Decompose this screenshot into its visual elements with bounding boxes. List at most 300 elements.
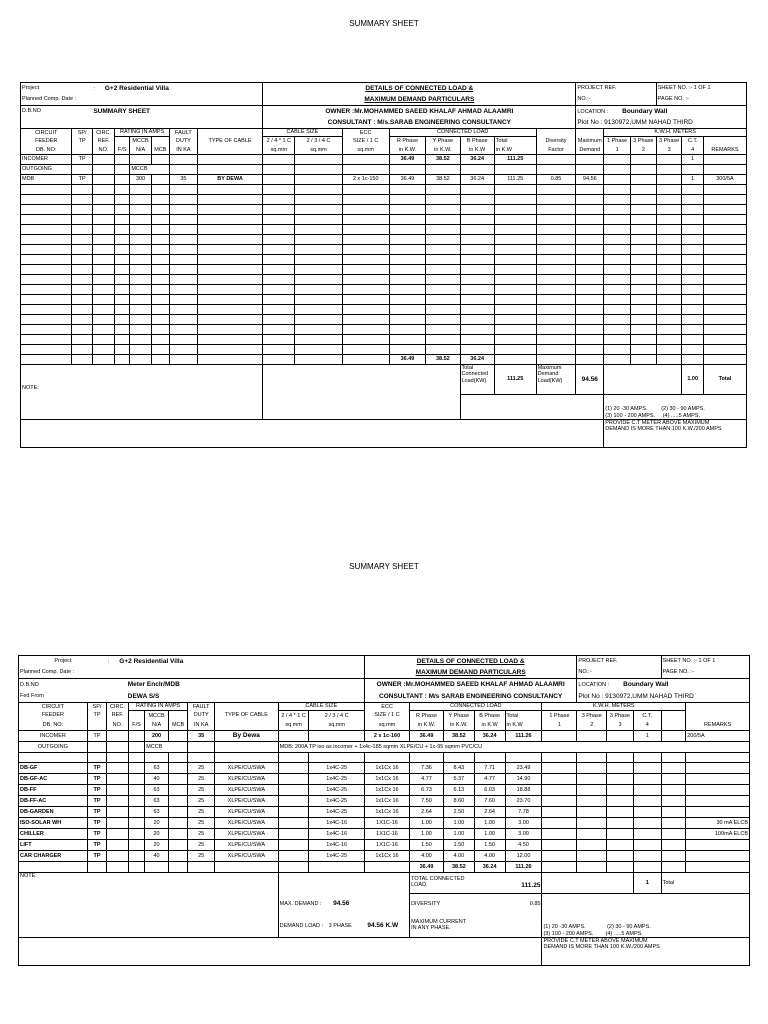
hdr-type-blank2 (197, 146, 262, 155)
cell-y: 1.00 (443, 829, 474, 840)
hdr-size1c: SIZE / 1 C (342, 137, 389, 146)
hdr-fs-blank (115, 137, 130, 146)
outgoing-row (21, 165, 747, 175)
incomer-r: 36.49 (389, 155, 425, 165)
cell-ecc: 1x1Cx 16 (364, 785, 409, 796)
project-ref-label: PROJECT REF. (577, 656, 661, 667)
hdr-bphase: B Phase (460, 137, 494, 146)
incomer-label: INCOMER (19, 731, 88, 742)
hdr-yphase: Y Phase (426, 137, 460, 146)
max-current: MAXIMUM CURRENT IN ANY PHASE. (410, 914, 542, 938)
hdr-circuit: CIRCUIT (19, 703, 88, 711)
fed-from-value: DEWA S/S (107, 691, 365, 703)
blank-row (21, 265, 747, 275)
sum-r: 36.49 (389, 355, 425, 365)
hdr-inkw-total: in K.W (494, 146, 536, 155)
blank-row (21, 185, 747, 195)
hdr-type-cable: TYPE OF CABLE (197, 137, 262, 146)
incomer-tp: TP (72, 155, 92, 165)
location: LOCATION : Boundary Wall (577, 679, 750, 691)
sheet1-table (20, 82, 747, 448)
cell-total: 3.00 (505, 818, 542, 829)
hdr-mcb: MCB (168, 721, 188, 731)
hdr-sp: SP/ (72, 129, 92, 137)
sheet2-table (18, 655, 750, 966)
sheet-no: SHEET NO. :- 1 OF 1 (661, 656, 749, 667)
cell-fault: 25 (188, 851, 215, 862)
ct-total: 1 (633, 873, 661, 894)
cell-fault: 25 (188, 807, 215, 818)
mdb-name: MDB (21, 175, 72, 185)
hdr-inkw-r: in K.W. (389, 146, 425, 155)
hdr-c24: 2 / 4 * 1 C (263, 137, 295, 146)
demand-load: DEMAND LOAD : 3 PHASE 94.56 K.W (278, 914, 409, 938)
cell-name: DB-FF-AC (19, 796, 88, 807)
hdr-sqmm-3: sq.mm (364, 721, 409, 731)
hdr-maximum: Maximum (576, 137, 604, 146)
note-blank (19, 894, 279, 914)
db-label: D.B.NO (21, 106, 93, 117)
blank-row (21, 345, 747, 355)
note-blank-2 (19, 914, 279, 938)
cell-cable: 1x4C-25 (309, 774, 364, 785)
hdr-factor: Factor (536, 146, 576, 155)
cell-b: 1.50 (474, 840, 505, 851)
hdr-div-blank (536, 129, 576, 137)
cell-b: 7.60 (474, 796, 505, 807)
hdr-ct: C.T. (682, 137, 703, 146)
hdr-type-blank2 (215, 721, 279, 731)
outgoing-row (19, 742, 750, 753)
plot-no: Plot No : 9130972,UMM NAHAD THIRD (577, 691, 750, 703)
hdr-cable-size: CABLE SIZE (278, 703, 364, 711)
table-row (19, 807, 750, 818)
sum-y: 38.52 (443, 862, 474, 873)
hdr-p3b: 3 Phase (607, 711, 634, 721)
hdr-c24: 2 / 4 * 1 C (278, 711, 309, 721)
cell-total: 3.00 (505, 829, 542, 840)
cell-type: XLPE/CU/SWA (215, 851, 279, 862)
mdb-fault: 35 (169, 175, 197, 185)
incomer-total: 111.25 (494, 155, 536, 165)
cell-r: 1.00 (410, 818, 444, 829)
hdr-no: NO. (92, 146, 115, 155)
note: NOTE: (21, 365, 263, 420)
cell-remarks (686, 763, 750, 774)
hdr-c234: 2 / 3 / 4 C (295, 137, 342, 146)
hdr-sqmm-2: sq.mm (295, 146, 342, 155)
incomer-row (19, 731, 750, 742)
blank-cell (21, 117, 263, 129)
max-demand: MAX. DEMAND : 94.56 (278, 894, 409, 914)
cell-name: DB-GF (19, 763, 88, 774)
mdb-ct: 1 (682, 175, 703, 185)
hdr-remarks: REMARKS (703, 146, 746, 155)
cell-remarks: 100mA ELCB (686, 829, 750, 840)
hdr-total: Total (494, 137, 536, 146)
sum-total: 111.26 (505, 862, 542, 873)
cell-total: 4.50 (505, 840, 542, 851)
cell-name: LIFT (19, 840, 88, 851)
cell-total: 23.49 (505, 763, 542, 774)
max-demand-value: 94.56 (576, 365, 604, 395)
cell-b: 1.00 (474, 818, 505, 829)
no-label: NO.:- (576, 94, 656, 106)
cell-total: 7.78 (505, 807, 542, 818)
blank-row (21, 335, 747, 345)
incomer-row (21, 155, 747, 165)
incomer-r: 36.49 (410, 731, 444, 742)
hdr-blank-x (661, 711, 686, 721)
hdr-dbno: DB. NO: (21, 146, 72, 155)
hdr-no: NO. (107, 721, 129, 731)
kwh-blank (604, 365, 682, 395)
plot-no: Plot No : 9130972,UMM NAHAD THIRD (576, 117, 747, 129)
no-label: NO.:- (577, 667, 661, 679)
details-title: DETAILS OF CONNECTED LOAD & (263, 83, 576, 94)
total-connected-value: 111.25 (494, 365, 536, 395)
hdr-type-cable: TYPE OF CABLE (215, 711, 279, 721)
cell-cable: 1x4C-16 (309, 818, 364, 829)
hdr-inkw-total: in K.W (505, 721, 542, 731)
cell-total: 23.70 (505, 796, 542, 807)
page-no: PAGE NO. :- (656, 94, 746, 106)
page-no: PAGE NO. :- (661, 667, 749, 679)
hdr-connected: CONNECTED LOAD (389, 129, 536, 137)
cell-y: 1.00 (443, 818, 474, 829)
db-label: D.B.NO (19, 679, 107, 691)
cell-tp: TP (87, 763, 107, 774)
hdr-mccb: MCCB (145, 711, 169, 721)
project-ref-label: PROJECT REF. (576, 83, 656, 94)
mdb-mccb: 300 (130, 175, 151, 185)
hdr-feeder: FEEDER (19, 711, 88, 721)
hdr-inka: IN KA (169, 146, 197, 155)
incomer-ecc: 2 x 1c-160 (364, 731, 409, 742)
hdr-mcb: MCB (151, 146, 169, 155)
hdr-diversity: Diversity (536, 137, 576, 146)
mdb-tp: TP (72, 175, 92, 185)
hdr-kwh: K.W.H. METERS (604, 129, 747, 137)
cell-tp: TP (87, 818, 107, 829)
hdr-total: Total (505, 711, 542, 721)
cell-cable: 1x4C-25 (309, 807, 364, 818)
cell-tp: TP (87, 840, 107, 851)
cell-ecc: 1x1Cx 16 (364, 763, 409, 774)
blank-row (21, 225, 747, 235)
cell-tp: TP (87, 785, 107, 796)
project-label: Project (19, 656, 107, 667)
cell-fault: 25 (188, 818, 215, 829)
hdr-n1: 1 (604, 146, 631, 155)
cell-y: 8.43 (443, 763, 474, 774)
hdr-fs: F/S (115, 146, 130, 155)
project-name: : G+2 Residential Villa (107, 656, 365, 667)
table-row (19, 774, 750, 785)
cell-cable: 1x4C-25 (309, 851, 364, 862)
incomer-ct: 1 (682, 155, 703, 165)
blank-row (21, 285, 747, 295)
cell-ecc: 1x1Cx 16 (364, 851, 409, 862)
hdr-na: N/A (145, 721, 169, 731)
hdr-c234: 2 / 3 / 4 C (309, 711, 364, 721)
cell-remarks (686, 796, 750, 807)
hdr-mccb: MCCB (130, 137, 151, 146)
cell-ecc: 1X1C-16 (364, 829, 409, 840)
blank-row (21, 325, 747, 335)
hdr-sqmm-1: sq.mm (263, 146, 295, 155)
hdr-n3: 3 (656, 146, 682, 155)
hdr-p1: 1 Phase (542, 711, 577, 721)
total-word: Total (703, 365, 746, 395)
hdr-n2: 2 (577, 721, 607, 731)
cell-r: 2.64 (410, 807, 444, 818)
cell-mccb: 40 (145, 774, 169, 785)
hdr-ecc: ECC (342, 129, 389, 137)
cell-fault: 25 (188, 785, 215, 796)
details-title: DETAILS OF CONNECTED LOAD & (364, 656, 576, 667)
blank-row (21, 205, 747, 215)
incomer-remarks: 200/5A (686, 731, 750, 742)
cell-fault: 25 (188, 796, 215, 807)
owner: OWNER :Mr.MOHAMMED SAEED KHALAF AHMAD ALAAMRI (364, 679, 576, 691)
hdr-tp-blank (72, 146, 92, 155)
mdb-r: 36.49 (389, 175, 425, 185)
table-row (19, 829, 750, 840)
sum-r: 36.49 (410, 862, 444, 873)
hdr-mcb-blank (151, 137, 169, 146)
incomer-mccb: 200 (145, 731, 169, 742)
cell-cable: 1x4C-25 (309, 796, 364, 807)
hdr-max-blank (576, 129, 604, 137)
blank-row (21, 245, 747, 255)
cell-fault: 25 (188, 763, 215, 774)
outgoing-label: OUTGOING (19, 742, 88, 753)
hdr-cable-size: CABLE SIZE (263, 129, 342, 137)
cell-ecc: 1X1C-16 (364, 840, 409, 851)
total-word: Total (661, 873, 749, 894)
kwh-blank (542, 873, 633, 894)
mdb-b: 36.24 (460, 175, 494, 185)
mdb-remarks: 300/5A (703, 175, 746, 185)
hdr-inkw-r: in K.W. (410, 721, 444, 731)
hdr-type-blank (215, 703, 279, 711)
cell-mccb: 63 (145, 807, 169, 818)
hdr-circ: CIRC. (92, 129, 115, 137)
hdr-mcb-blank (168, 711, 188, 721)
consultant: CONSULTANT : M/s.SARAB ENGINEERING CONSULTANCY (263, 117, 576, 129)
hdr-na: N/A (130, 146, 151, 155)
cell-remarks: 30 mA ELCB (686, 818, 750, 829)
table-row (19, 785, 750, 796)
cell-cable: 1x4C-25 (309, 785, 364, 796)
sum-y: 38.52 (426, 355, 460, 365)
table-row (19, 796, 750, 807)
hdr-bphase: B Phase (474, 711, 505, 721)
incomer-total: 111.26 (505, 731, 542, 742)
location: LOCATION : Boundary Wall (576, 106, 747, 117)
cell-cable: 1x4C-16 (309, 829, 364, 840)
outgoing-mccb: MCCB (130, 165, 170, 175)
hdr-sqmm-1: sq.mm (278, 721, 309, 731)
incomer-fault: 35 (188, 731, 215, 742)
cell-r: 4.77 (410, 774, 444, 785)
incomer-label: INCOMER (21, 155, 72, 165)
table-row (19, 818, 750, 829)
cell-mccb: 20 (145, 829, 169, 840)
ct-total-value: 1.00 (682, 365, 703, 395)
cell-name: DB-FF (19, 785, 88, 796)
cell-ecc: 1x1Cx 16 (364, 774, 409, 785)
cell-total: 12.00 (505, 851, 542, 862)
hdr-duty: DUTY (188, 711, 215, 721)
sheet-no: SHEET NO. :- 1 OF 1 (656, 83, 746, 94)
note-blank-a (278, 873, 409, 894)
footer-blank (21, 420, 604, 448)
cell-ecc: 1X1C-16 (364, 818, 409, 829)
cell-r: 7.36 (410, 763, 444, 774)
total-connected: TOTAL CONNECTED LOAD. 111.25 (410, 873, 542, 894)
outgoing-mccb: MCCB (145, 742, 188, 753)
hdr-tp: TP (87, 711, 107, 721)
hdr-p3b: 3 Phase (656, 137, 682, 146)
cell-ecc: 1x1Cx 16 (364, 807, 409, 818)
cell-fault: 25 (188, 774, 215, 785)
cell-b: 2.64 (474, 807, 505, 818)
blank-row (21, 295, 747, 305)
incomer-tp: TP (87, 731, 107, 742)
cell-tp: TP (87, 829, 107, 840)
hdr-ct: C.T. (633, 711, 661, 721)
hdr-inkw-b: in K.W (460, 146, 494, 155)
amps-legend: (1) 20 -30 AMPS. (2) 30 - 90 AMPS. (3) 100 - 200 AMPS. (4) .....5 AMPS. (604, 395, 747, 420)
hdr-circuit: CIRCUIT (21, 129, 72, 137)
details-subtitle: MAXIMUM DEMAND PARTICULARS (364, 667, 576, 679)
max-demand-label: Maximum Demand Load(KW) (536, 365, 576, 395)
note-blank (263, 365, 460, 420)
hdr-rating: RATING IN AMPS (128, 703, 188, 711)
cell-ecc: 1x1Cx 16 (364, 796, 409, 807)
cell-name: CHILLER (19, 829, 88, 840)
cell-y: 8.60 (443, 796, 474, 807)
outgoing-label: OUTGOING (21, 165, 72, 175)
cell-tp: TP (87, 851, 107, 862)
note: NOTE: (19, 873, 279, 894)
hdr-p1: 1 Phase (604, 137, 631, 146)
hdr-tp-blank (87, 721, 107, 731)
planned-date-label: Planned Comp. Date : (21, 94, 263, 106)
sheet2-title: SUMMARY SHEET (349, 562, 419, 571)
hdr-feeder: FEEDER (21, 137, 72, 146)
hdr-remarks-blank (703, 137, 746, 146)
hdr-duty: DUTY (169, 137, 197, 146)
cell-b: 7.71 (474, 763, 505, 774)
note-blank-2 (460, 395, 604, 420)
hdr-fs-blank (128, 711, 144, 721)
mdb-type: BY DEWA (197, 175, 262, 185)
hdr-inka: IN KA (188, 721, 215, 731)
hdr-type-blank (197, 129, 262, 137)
cell-type: XLPE/CU/SWA (215, 796, 279, 807)
hdr-kwh: K.W.H. METERS (542, 703, 686, 711)
fed-from-label: Fed From (19, 691, 107, 703)
cell-name: DB-GF-AC (19, 774, 88, 785)
cell-r: 1.00 (410, 829, 444, 840)
cell-total: 14.90 (505, 774, 542, 785)
incomer-type: By Dewa (215, 731, 279, 742)
mdb-y: 38.52 (426, 175, 460, 185)
sheet1-title: SUMMARY SHEET (349, 19, 419, 28)
cell-fault: 25 (188, 840, 215, 851)
planned-date-label: Planned Comp. Date : (19, 667, 365, 679)
sum-b: 36.24 (460, 355, 494, 365)
cell-name: DB-GARDEN (19, 807, 88, 818)
cell-type: XLPE/CU/SWA (215, 818, 279, 829)
cell-remarks (686, 851, 750, 862)
mdb-div: 0.85 (536, 175, 576, 185)
hdr-p3a: 3 Phase (577, 711, 607, 721)
hdr-size1c: SIZE / 1 C (364, 711, 409, 721)
cell-y: 6.13 (443, 785, 474, 796)
diversity: DIVERSITY 0.85 (410, 894, 542, 914)
hdr-remarks: REMARKS (686, 721, 750, 731)
hdr-ref: REF. (107, 711, 129, 721)
table-row (21, 175, 747, 185)
amps-legend: (1) 20 -30 AMPS. (2) 30 - 90 AMPS. (3) 100 - 200 AMPS. (4) .....5 AMPS. (542, 914, 750, 938)
hdr-inkw-b: in K.W (474, 721, 505, 731)
sum-b: 36.24 (474, 862, 505, 873)
blank-row (21, 305, 747, 315)
blank-row (21, 255, 747, 265)
hdr-yphase: Y Phase (443, 711, 474, 721)
cell-b: 1.00 (474, 829, 505, 840)
details-subtitle: MAXIMUM DEMAND PARTICULARS (263, 94, 576, 106)
cell-y: 4.00 (443, 851, 474, 862)
cell-y: 1.50 (443, 840, 474, 851)
cell-name: ISO-SOLAR WH (19, 818, 88, 829)
provide-note: PROVIDE C.T METER ABOVE MAXIMUM DEMAND IS MORE THAN 100 K.W./200 AMPS (542, 938, 750, 966)
project-label: Project (21, 83, 93, 94)
cell-mccb: 63 (145, 763, 169, 774)
hdr-blank-y (661, 721, 686, 731)
hdr-rphase: R Phase (410, 711, 444, 721)
hdr-inkw-y: in K.W. (426, 146, 460, 155)
incomer-b: 36.24 (460, 155, 494, 165)
hdr-sqmm-3: sq.mm (342, 146, 389, 155)
table-row (19, 763, 750, 774)
db-value: SUMMARY SHEET (92, 106, 262, 117)
cell-type: XLPE/CU/SWA (215, 785, 279, 796)
project-name: : G+2 Residential Villa (92, 83, 262, 94)
cell-type: XLPE/CU/SWA (215, 774, 279, 785)
cell-type: XLPE/CU/SWA (215, 763, 279, 774)
hdr-ecc: ECC (364, 703, 409, 711)
total-connected-label: Total Connected Load(KW) (460, 365, 494, 395)
hdr-remarks-blank2 (686, 711, 750, 721)
cell-mccb: 63 (145, 785, 169, 796)
incomer-y: 38.52 (426, 155, 460, 165)
cell-tp: TP (87, 796, 107, 807)
blank-row (21, 235, 747, 245)
cell-remarks (686, 774, 750, 785)
owner: OWNER :Mr.MOHAMMED SAEED KHALAF AHMAD ALAAMRI (263, 106, 576, 117)
cell-cable: 1x4C-16 (309, 840, 364, 851)
hdr-p3a: 3 Phase (631, 137, 657, 146)
sum-row (21, 355, 747, 365)
hdr-n4: 4 (633, 721, 661, 731)
cell-mccb: 20 (145, 818, 169, 829)
hdr-remarks-blank (686, 703, 750, 711)
